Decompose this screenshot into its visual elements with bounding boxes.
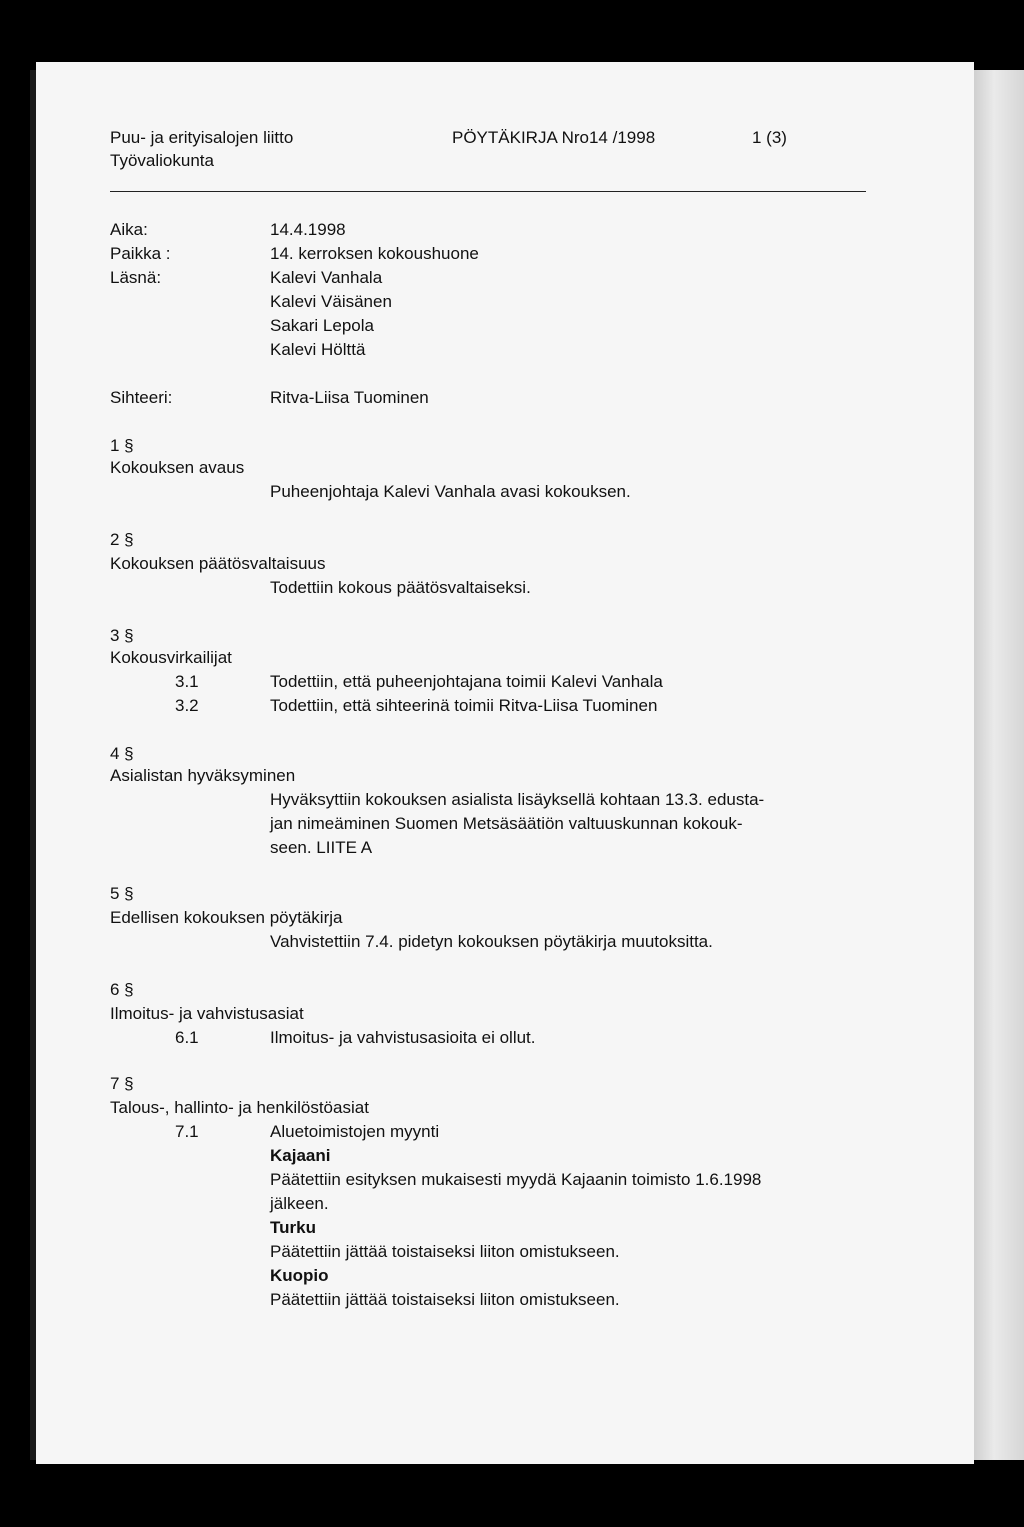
section-text-line: Hyväksyttiin kokouksen asialista lisäyksellä kohtaan 13.3. edusta- <box>270 790 765 809</box>
item-text: Ilmoitus- ja vahvistusasioita ei ollut. <box>270 1028 536 1047</box>
section-number: 5 § <box>110 884 134 903</box>
section-text: Vahvistettiin 7.4. pidetyn kokouksen pöytäkirja muutoksitta. <box>270 932 713 951</box>
item-text: Todettiin, että sihteerinä toimii Ritva-Liisa Tuominen <box>270 696 658 715</box>
secretary-label: Sihteeri: <box>110 388 173 407</box>
section-number: 3 § <box>110 626 134 645</box>
subheading-kajaani: Kajaani <box>270 1146 331 1165</box>
secretary-value: Ritva-Liisa Tuominen <box>270 388 429 407</box>
section-number: 1 § <box>110 436 134 455</box>
section-title: Kokouksen päätösvaltaisuus <box>110 554 326 573</box>
place-value: 14. kerroksen kokoushuone <box>270 244 479 263</box>
document-title: PÖYTÄKIRJA Nro14 /1998 <box>452 128 656 147</box>
subheading-kuopio: Kuopio <box>270 1266 329 1285</box>
section-text-line: Päätettiin esityksen mukaisesti myydä Kajaanin toimisto 1.6.1998 <box>270 1170 762 1189</box>
item-number: 3.1 <box>175 672 199 691</box>
section-number: 4 § <box>110 744 134 763</box>
committee-name: Työvaliokunta <box>110 151 214 170</box>
section-text-line: jan nimeäminen Suomen Metsäsäätiön valtuuskunnan kokouk- <box>270 814 743 833</box>
section-text: Todettiin kokous päätösvaltaiseksi. <box>270 578 531 597</box>
section-title: Edellisen kokouksen pöytäkirja <box>110 908 343 927</box>
org-name: Puu- ja erityisalojen liitto <box>110 128 294 147</box>
page-number: 1 (3) <box>752 128 787 147</box>
section-text-line: jälkeen. <box>270 1194 329 1213</box>
present-name: Kalevi Väisänen <box>270 292 392 311</box>
section-number: 6 § <box>110 980 134 999</box>
section-number: 7 § <box>110 1074 134 1093</box>
section-title: Asialistan hyväksyminen <box>110 766 296 785</box>
section-text: Päätettiin jättää toistaiseksi liiton omistukseen. <box>270 1242 620 1261</box>
document-page <box>36 62 974 1464</box>
item-text: Aluetoimistojen myynti <box>270 1122 440 1141</box>
section-number: 2 § <box>110 530 134 549</box>
present-name: Kalevi Hölttä <box>270 340 366 359</box>
section-text-line: seen. LIITE A <box>270 838 373 857</box>
section-title: Kokousvirkailijat <box>110 648 232 667</box>
section-title: Ilmoitus- ja vahvistusasiat <box>110 1004 304 1023</box>
item-number: 6.1 <box>175 1028 199 1047</box>
time-label: Aika: <box>110 220 148 239</box>
place-label: Paikka : <box>110 244 171 263</box>
present-name: Kalevi Vanhala <box>270 268 383 287</box>
header-divider <box>110 191 866 192</box>
item-number: 3.2 <box>175 696 199 715</box>
section-title: Talous-, hallinto- ja henkilöstöasiat <box>110 1098 369 1117</box>
present-label: Läsnä: <box>110 268 162 287</box>
item-number: 7.1 <box>175 1122 199 1141</box>
time-value: 14.4.1998 <box>270 220 346 239</box>
subheading-turku: Turku <box>270 1218 316 1237</box>
section-title: Kokouksen avaus <box>110 458 245 477</box>
section-text: Päätettiin jättää toistaiseksi liiton omistukseen. <box>270 1290 620 1309</box>
present-name: Sakari Lepola <box>270 316 374 335</box>
scan-margin <box>974 70 1024 1460</box>
section-text: Puheenjohtaja Kalevi Vanhala avasi kokouksen. <box>270 482 631 501</box>
item-text: Todettiin, että puheenjohtajana toimii Kalevi Vanhala <box>270 672 663 691</box>
